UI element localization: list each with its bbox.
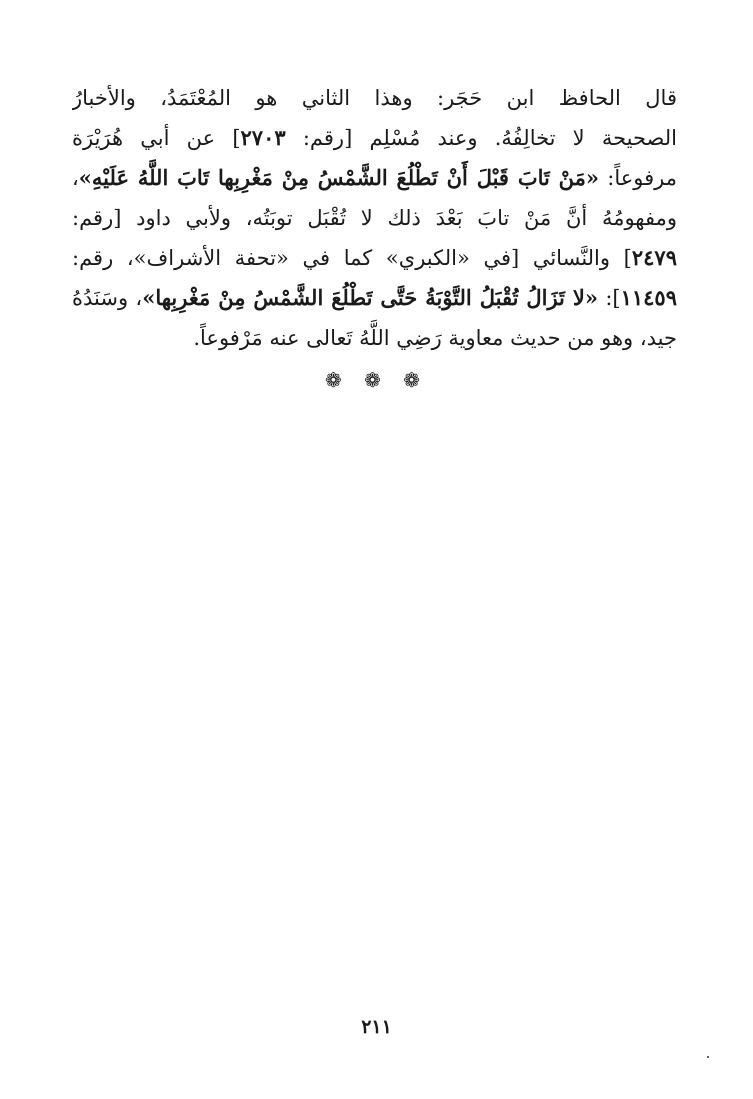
text-segment: ] والنَّسائي [في «الكبري» كما في «تحفة الأشراف»، رقم: xyxy=(72,246,632,270)
text-line xyxy=(72,278,677,318)
bold-segment: ١١٤٥٩ xyxy=(620,285,677,310)
text-line xyxy=(72,318,677,358)
text-line xyxy=(72,238,677,278)
text-segment: ]: xyxy=(597,286,621,310)
text-segment: ومفهومُهُ أنَّ مَنْ تابَ بَعْدَ ذلك لا تُقْبَل توبَتُه، ولأبي داود [رقم: xyxy=(72,206,677,230)
bold-segment: «مَنْ تَابَ قَبْلَ أَنْ تَطْلُعَ الشَّمْسُ مِنْ مَغْرِبِها تَابَ اللَّهُ عَلَيْهِ» xyxy=(78,165,600,190)
section-separator: ❁ ❁ ❁ xyxy=(325,368,428,392)
text-line xyxy=(72,158,677,198)
bold-segment: ٢٤٧٩ xyxy=(631,245,677,270)
bold-segment: «لا تَزَالُ تُقْبَلُ التَّوْبَةُ حَتَّى تَطْلُعَ الشَّمْسُ مِنْ مَغْرِبِها» xyxy=(142,285,598,310)
body-text xyxy=(72,78,677,358)
text-segment: الصحيحة لا تخالِفُهُ. وعند مُسْلِم [رقم: xyxy=(285,126,677,150)
text-segment: قال الحافظ ابن حَجَر: وهذا الثاني هو المُعْتَمَدُ، والأخبارُ xyxy=(72,86,677,110)
text-segment: جيد، وهو من حديث معاوية رَضِي اللَّهُ تَعالى عنه مَرْفوعاً. xyxy=(193,326,677,350)
text-line xyxy=(72,118,677,158)
text-segment: ، وسَنَدُهُ xyxy=(72,286,143,310)
page-number: ٢١١ xyxy=(361,1016,392,1038)
bold-segment: ٢٧٠٣ xyxy=(240,125,286,150)
scan-speck xyxy=(707,1056,709,1058)
text-segment: ، xyxy=(72,166,79,190)
text-line xyxy=(72,198,677,238)
text-line xyxy=(72,78,677,118)
text-segment: مرفوعاً: xyxy=(599,166,677,190)
text-segment: ] عن أبي هُرَيْرَة xyxy=(72,126,241,150)
